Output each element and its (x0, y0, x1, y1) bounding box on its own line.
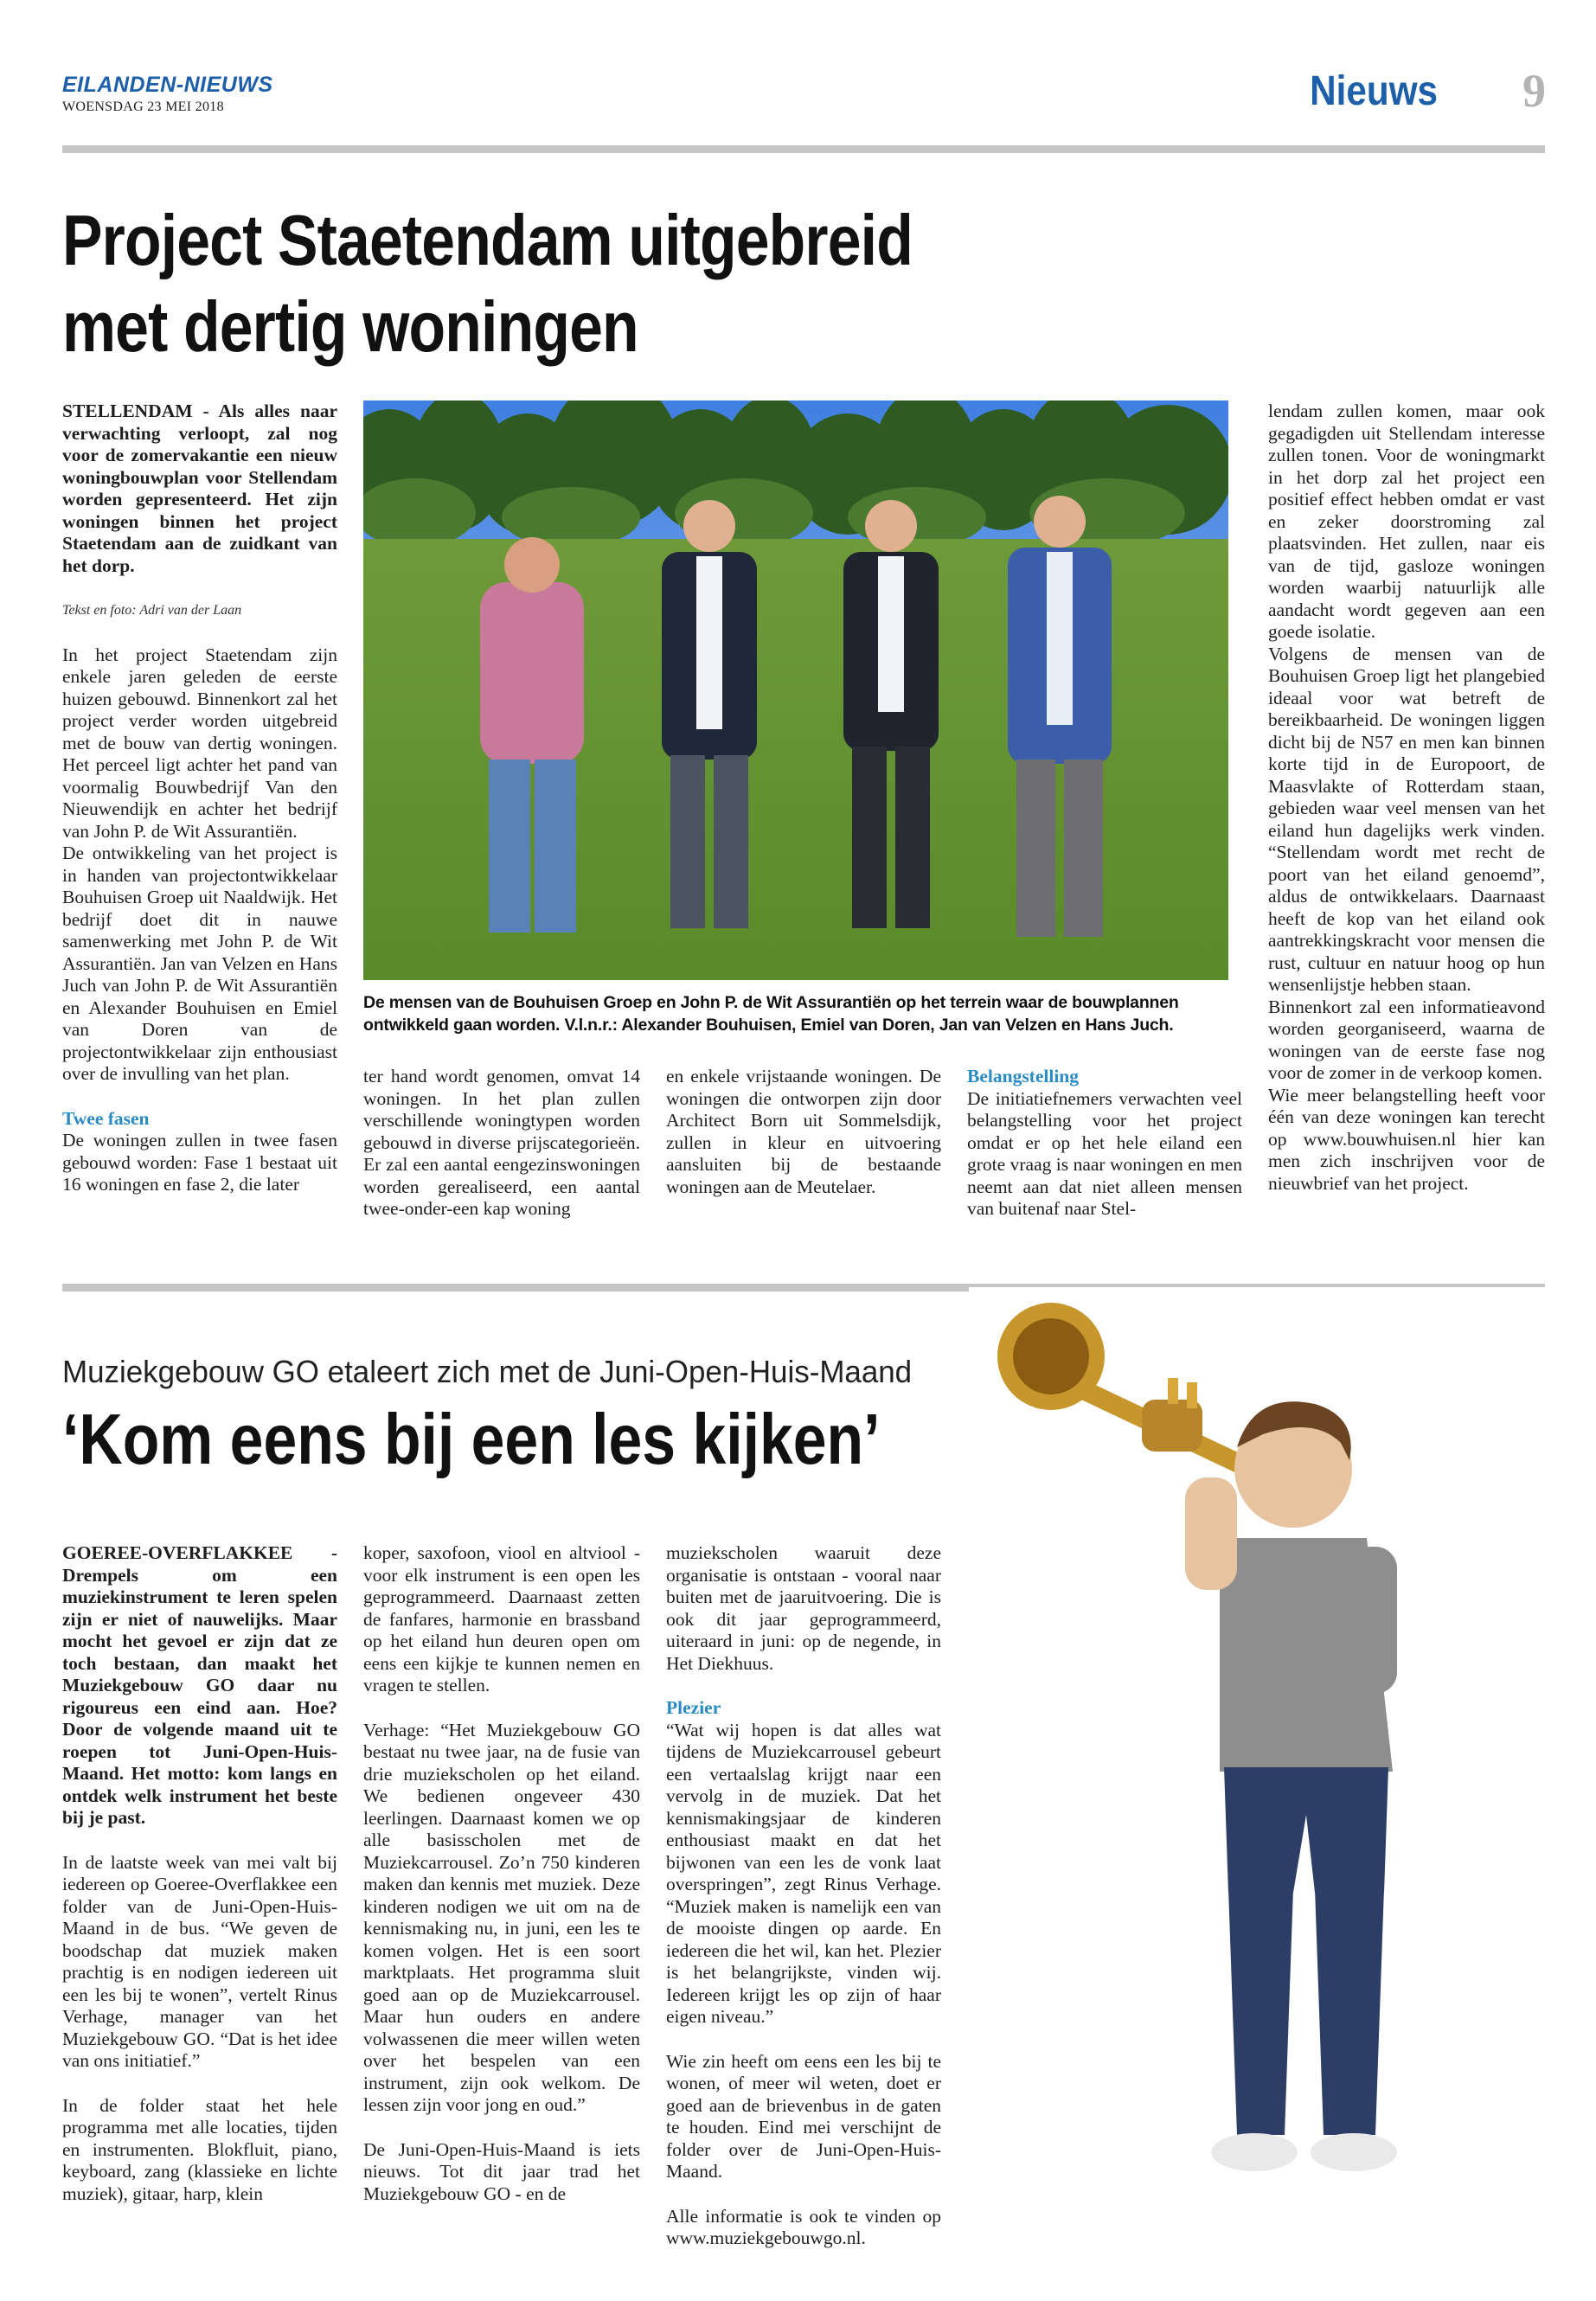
article1-paragraph: Volgens de mensen van de Bouhuisen Groep ligt het plangebied ideaal voor wat betreft de bereikbaarheid. De woningen liggen dicht bij de N57 en men kan binnen korte tijd in de Europoort, de Maasvlakte of Rotterdam staan, gebieden waar veel mensen van het eiland hun dagelijks werk vinden. “Stellendam wordt met recht de poort van het eiland genoemd”, aldus de ontwikkelaars. Daarnaast heeft de kop van het eiland ook aantrekkingskracht voor mensen die rust, cultuur en natuur hoog op hun wensenlijstje hebben staan. (1268, 643, 1545, 995)
photo-caption: De mensen van de Bouhuisen Groep en John P. de Wit Assurantiën op het terrein waar de bouwplannen ontwikkeld gaan worden. V.l.n.r.: Alexander Bouhuisen, Emiel van Doren, Jan van Velzen en Hans Juch. (363, 993, 1179, 1035)
issue-date: WOENSDAG 23 MEI 2018 (62, 99, 224, 114)
section-label: Nieuws (1310, 68, 1438, 114)
article2-kicker: Muziekgebouw GO etaleert zich met de Juni-Open-Huis-Maand (62, 1354, 913, 1389)
article2-lead: GOEREE-OVERFLAKKEE - Drempels om een muziekinstrument te leren spelen zijn er niet of nauwelijks. Maar mocht het gevoel er zijn dat ze toch bestaan, dan maakt het Muziekgebouw GO daar nu rigoureus een eind aan. Hoe? Door de volgende maand uit te roepen tot Juni-Open-Huis-Maand. Het motto: kom langs en ontdek welk instrument het beste bij je past. (62, 1542, 337, 1828)
article1-paragraph: en enkele vrijstaande woningen. De woningen die ontworpen zijn door Architect Born uit Sommelsdijk, zullen in kleur en uitvoering aansluiten bij de bestaande woningen aan de Meutelaer. (666, 1066, 941, 1197)
trumpet-boy-photo (969, 1287, 1557, 2230)
article2-paragraph: Wie zin heeft om eens een les bij te wonen, of meer wil weten, doet er goed aan de brievenbus in de gaten te houden. Eind mei verschijnt de folder over de Juni-Open-Huis-Maand. (666, 2050, 941, 2182)
article1-paragraph: Binnenkort zal een informatieavond worden georganiseerd, waarna de woningen van de eerste fase nog voor de zomer in de verkoop komen. (1268, 996, 1545, 1083)
article1-paragraph: De ontwikkeling van het project is in handen van projectontwikkelaar Bouhuisen Groep uit Naaldwijk. Het bedrijf doet dit in nauwe samenwerking met John P. de Wit Assurantiën. Jan van Velzen en Hans Juch van John P. de Wit Assurantiën en Alexander Bouhuisen en Emiel van Doren van de projectontwikkelaar zijn enthousiast over de invulling van het plan. (62, 843, 337, 1084)
article2-paragraph: koper, saxofoon, viool en altviool - voor elk instrument is een open les geprogrammeerd. Daarnaast zetten de fanfares, harmonie en brassband op het eiland hun deuren open om eens een kijkje te kunnen nemen en vragen te stellen. (363, 1542, 640, 1695)
article1-column-2 (363, 1066, 640, 1221)
article1-paragraph: lendam zullen komen, maar ook gegadigden uit Stellendam interesse zullen tonen. Voor de woningmarkt in het dorp zal het project een positief effect hebben omdat er vast en zeker doorstroming zal plaatsvinden. Het zullen, naar eis van de tijd, gasloze woningen worden waarbij natuurlijk alle aandacht wordt gegeven aan een goede isolatie. (1268, 401, 1545, 642)
article2-column-1 (62, 1542, 337, 2205)
article1-headline: Project Staetendam uitgebreid met dertig woningen (62, 200, 913, 367)
article2-paragraph: Verhage: “Het Muziekgebouw GO bestaat nu twee jaar, na de fusie van drie muziekscholen op het eiland. We bedienen ongeveer 430 leerlingen. Daarnaast komen we op alle basisscholen met de Muziekcarrousel. Zo’n 750 kinderen maken dan kennis met muziek. Deze kinderen nodigen we uit om na de kennismaking nu, in juni, een les te komen volgen. Het is een soort marktplaats. Het programma sluit goed aan op de Muziekcarrousel. Maar hun ouders en andere volwassenen die meer willen weten over het bespelen van een instrument, zijn ook welkom. De lessen zijn voor jong en oud.” (363, 1719, 640, 2115)
newspaper-logo: EILANDEN-NIEUWS (62, 73, 273, 97)
page-number: 9 (1522, 65, 1546, 117)
masthead (62, 73, 273, 115)
subhead-belangstelling: Belangstelling (967, 1066, 1080, 1086)
article1-paragraph: ter hand wordt genomen, omvat 14 woningen. In het plan zullen verschillende woningtypen worden gebouwd in diverse prijscategorieën. Er zal een aantal eengezinswoningen worden gerealiseerd, een aantal twee-onder-een kap woning (363, 1066, 640, 1219)
article1-paragraph: De initiatiefnemers verwachten veel belangstelling voor het project omdat er op het hele eiland een grote vraag is naar woningen en men neemt aan dat niet alleen mensen van buitenaf naar Stel- (967, 1087, 1242, 1219)
group-photo (363, 401, 1228, 980)
article2-paragraph: Alle informatie is ook te vinden op www.muziekgebouwgo.nl. (666, 2205, 941, 2248)
top-rule (62, 145, 1545, 153)
article1-paragraph: De woningen zullen in twee fasen gebouwd worden: Fase 1 bestaat uit 16 woningen en fase 2, die later (62, 1130, 337, 1195)
article1-paragraph: Wie meer belangstelling heeft voor één van deze woningen kan terecht op www.bouwhuisen.nl hier kan men zich inschrijven voor de nieuwbrief van het project. (1268, 1084, 1545, 1194)
article1-column-4 (967, 1066, 1242, 1221)
article1-column-3 (666, 1066, 941, 1198)
article2-column-3 (666, 1542, 941, 2250)
article1-lead: STELLENDAM - Als alles naar verwachting verloopt, zal nog voor de zomervakantie een nieuw woningbouwplan voor Stellendam worden gepresenteerd. Het zijn woningen binnen het project Staetendam aan de zuidkant van het dorp. (62, 401, 337, 576)
subhead-twee-fasen: Twee fasen (62, 1107, 150, 1129)
article1-column-5 (1268, 401, 1545, 1195)
article2-paragraph: muziekscholen waaruit deze organisatie is ontstaan - vooral naar buiten met de jaaruitvoering. Die is ook dit jaar geprogrammeerd, uiteraard in juni: op de negende, in Het Diekhuus. (666, 1542, 941, 1674)
photo-credit: Tekst en foto: Adri van der Laan (62, 603, 242, 618)
article2-paragraph: “Wat wij hopen is dat alles wat tijdens de Muziekcarrousel gebeurt een vertaalslag krijgt naar een vervolg in de muziek. Dat het kennismakingsjaar de kinderen enthousiast maakt en dat het bijwonen van een les de vonk laat overspringen”, zegt Rinus Verhage. “Muziek maken is namelijk een van de mooiste dingen op aarde. En iedereen die het wil, kan het. Plezier is het belangrijkste, vinden wij. Iedereen krijgt les op zijn of haar eigen niveau.” (666, 1719, 941, 2027)
article2-paragraph: In de laatste week van mei valt bij iedereen op Goeree-Overflakkee een folder van de Juni-Open-Huis-Maand in de bus. “We geven de boodschap dat muziek maken prachtig is en nodigen iedereen uit een les bij te wonen”, vertelt Rinus Verhage, manager van het Muziekgebouw GO. “Dat is het idee van ons initiatief.” (62, 1851, 337, 2071)
article2-headline: ‘Kom eens bij een les kijken’ (62, 1399, 881, 1479)
article2-paragraph: In de folder staat het hele programma met alle locaties, tijden en instrumenten. Blokfluit, piano, keyboard, zang (klassieke en lichte muziek), gitaar, harp, klein (62, 2094, 337, 2204)
article2-paragraph: De Juni-Open-Huis-Maand is iets nieuws. Tot dit jaar trad het Muziekgebouw GO - en de (363, 2138, 640, 2204)
article1-paragraph: In het project Staetendam zijn enkele jaren geleden de eerste huizen gebouwd. Binnenkort zal het project verder worden uitgebreid met de bouw van dertig woningen. Het perceel ligt achter het pand van voormalig Bouwbedrijf Van den Nieuwendijk en achter het bedrijf van John P. de Wit Assurantiën. (62, 644, 337, 842)
article2-column-2 (363, 1542, 640, 2205)
article1-column-1 (62, 401, 337, 1196)
subhead-plezier: Plezier (666, 1697, 721, 1718)
